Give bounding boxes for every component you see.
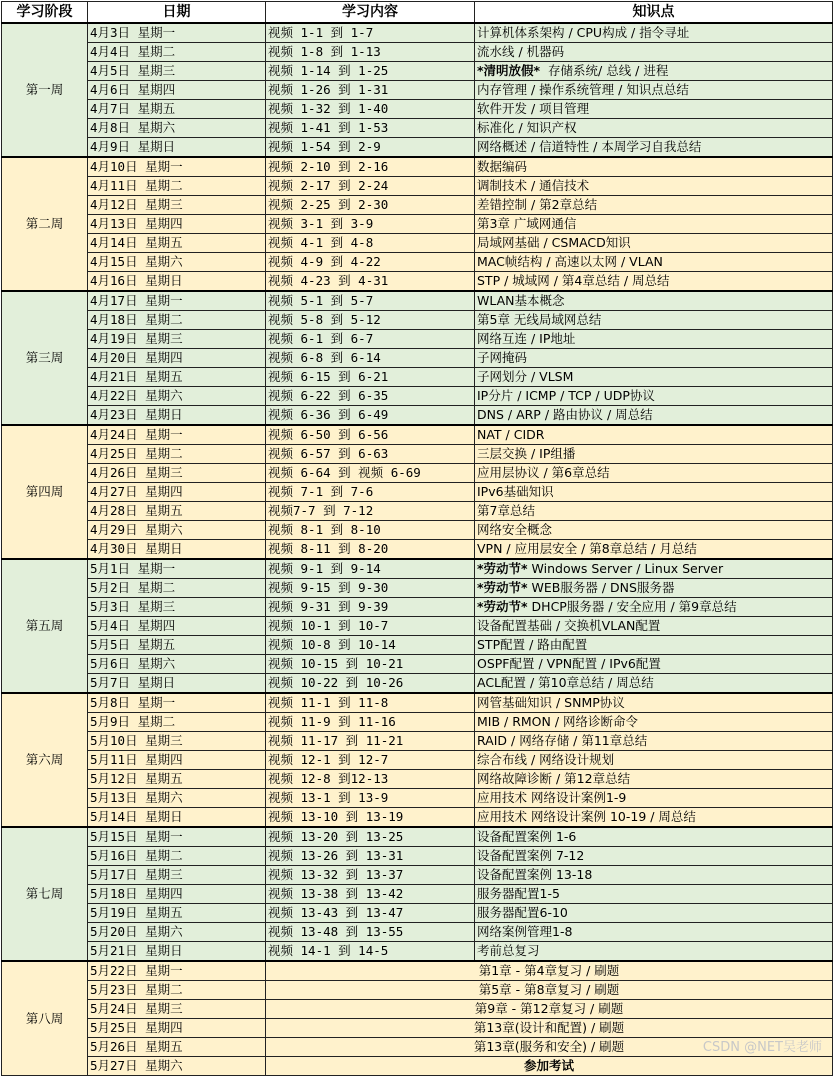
table-row: [2, 598, 833, 617]
date-cell: 5月5日 星期五: [88, 636, 266, 655]
header-topic: 知识点: [475, 2, 833, 24]
content-cell: 视频 13-43 到 13-47: [266, 904, 475, 923]
week-label: 第三周: [2, 291, 88, 425]
table-row: [2, 43, 833, 62]
date-cell: 4月24日 星期一: [88, 425, 266, 445]
topic-text: 标准化 / 知识产权: [477, 120, 577, 135]
topic-text: 流水线 / 机器码: [477, 44, 565, 59]
topic-cell: [475, 464, 833, 483]
content-cell: 视频 11-1 到 11-8: [266, 693, 475, 713]
content-cell: 视频 6-36 到 6-49: [266, 406, 475, 426]
week-label: 第八周: [2, 961, 88, 1076]
review-cell: 第13章(设计和配置) / 刷题: [266, 1019, 833, 1038]
table-row: [2, 100, 833, 119]
table-row: [2, 119, 833, 138]
content-cell: 视频 7-1 到 7-6: [266, 483, 475, 502]
table-row: [2, 942, 833, 962]
date-cell: 4月7日 星期五: [88, 100, 266, 119]
topic-cell: [475, 770, 833, 789]
table-row: [2, 732, 833, 751]
table-row: [2, 693, 833, 713]
table-row: [2, 502, 833, 521]
content-cell: 视频 14-1 到 14-5: [266, 942, 475, 962]
topic-text: 数据编码: [477, 159, 528, 174]
table-row: [2, 789, 833, 808]
topic-text: 网络案例管理1-8: [477, 924, 573, 939]
date-cell: 4月13日 星期四: [88, 215, 266, 234]
date-cell: 5月24日 星期三: [88, 1000, 266, 1019]
date-cell: 4月30日 星期日: [88, 540, 266, 560]
topic-cell: [475, 387, 833, 406]
review-cell: 第5章 - 第8章复习 / 刷题: [266, 981, 833, 1000]
content-cell: 视频7-7 到 7-12: [266, 502, 475, 521]
topic-cell: [475, 483, 833, 502]
table-row: [2, 847, 833, 866]
topic-text: 设备配置基础 / 交换机VLAN配置: [477, 618, 661, 633]
date-cell: 5月11日 星期四: [88, 751, 266, 770]
topic-text: DNS / ARP / 路由协议 / 周总结: [477, 407, 653, 422]
date-cell: 4月26日 星期三: [88, 464, 266, 483]
table-row: [2, 215, 833, 234]
table-row: [2, 770, 833, 789]
date-cell: 4月3日 星期一: [88, 23, 266, 43]
topic-cell: [475, 445, 833, 464]
content-cell: 视频 1-41 到 1-53: [266, 119, 475, 138]
content-cell: 视频 13-26 到 13-31: [266, 847, 475, 866]
topic-text: WEB服务器 / DNS服务器: [527, 580, 675, 595]
topic-text: DHCP服务器 / 安全应用 / 第9章总结: [527, 599, 737, 614]
topic-text: 网管基础知识 / SNMP协议: [477, 695, 625, 710]
topic-text: 调制技术 / 通信技术: [477, 178, 590, 193]
topic-cell: [475, 579, 833, 598]
date-cell: 5月6日 星期六: [88, 655, 266, 674]
topic-cell: [475, 43, 833, 62]
date-cell: 5月10日 星期三: [88, 732, 266, 751]
date-cell: 4月8日 星期六: [88, 119, 266, 138]
topic-text: 计算机体系架构 / CPU构成 / 指令寻址: [477, 25, 690, 40]
topic-cell: [475, 349, 833, 368]
topic-cell: [475, 942, 833, 962]
topic-cell: [475, 827, 833, 847]
table-row: [2, 138, 833, 158]
table-row: [2, 579, 833, 598]
date-cell: 5月8日 星期一: [88, 693, 266, 713]
topic-text: OSPF配置 / VPN配置 / IPv6配置: [477, 656, 661, 671]
content-cell: 视频 11-17 到 11-21: [266, 732, 475, 751]
topic-text: 网络安全概念: [477, 522, 553, 537]
table-row: [2, 808, 833, 828]
content-cell: 视频 13-48 到 13-55: [266, 923, 475, 942]
topic-text: 子网划分 / VLSM: [477, 369, 574, 384]
date-cell: 5月17日 星期三: [88, 866, 266, 885]
date-cell: 5月9日 星期二: [88, 713, 266, 732]
table-row: [2, 272, 833, 292]
topic-cell: [475, 923, 833, 942]
content-cell: 视频 6-64 到 视频 6-69: [266, 464, 475, 483]
topic-text: 服务器配置1-5: [477, 886, 560, 901]
header-row: [2, 2, 833, 24]
topic-text: 局域网基础 / CSMACD知识: [477, 235, 631, 250]
content-cell: 视频 2-25 到 2-30: [266, 196, 475, 215]
topic-cell: [475, 617, 833, 636]
header-stage: 学习阶段: [2, 2, 88, 24]
topic-cell: [475, 598, 833, 617]
date-cell: 4月11日 星期二: [88, 177, 266, 196]
topic-cell: [475, 100, 833, 119]
topic-text: 三层交换 / IP组播: [477, 446, 576, 461]
topic-text: 第5章 无线局域网总结: [477, 312, 602, 327]
date-cell: 5月21日 星期日: [88, 942, 266, 962]
topic-cell: [475, 272, 833, 292]
content-cell: 视频 4-9 到 4-22: [266, 253, 475, 272]
date-cell: 5月15日 星期一: [88, 827, 266, 847]
topic-cell: [475, 138, 833, 158]
content-cell: 视频 9-31 到 9-39: [266, 598, 475, 617]
topic-cell: [475, 751, 833, 770]
topic-cell: [475, 885, 833, 904]
table-row: [2, 617, 833, 636]
date-cell: 5月12日 星期五: [88, 770, 266, 789]
content-cell: 视频 13-32 到 13-37: [266, 866, 475, 885]
content-cell: 视频 1-26 到 1-31: [266, 81, 475, 100]
table-row: [2, 445, 833, 464]
date-cell: 4月22日 星期六: [88, 387, 266, 406]
content-cell: 视频 6-1 到 6-7: [266, 330, 475, 349]
date-cell: 5月3日 星期三: [88, 598, 266, 617]
topic-text: 设备配置案例 1-6: [477, 829, 577, 844]
holiday-label: *劳动节*: [477, 599, 528, 614]
table-row: [2, 713, 833, 732]
header-date: 日期: [88, 2, 266, 24]
date-cell: 4月23日 星期日: [88, 406, 266, 426]
topic-text: NAT / CIDR: [477, 427, 545, 442]
topic-cell: [475, 713, 833, 732]
content-cell: 视频 6-57 到 6-63: [266, 445, 475, 464]
week-label: 第六周: [2, 693, 88, 827]
table-row: [2, 253, 833, 272]
week-label: 第一周: [2, 23, 88, 157]
topic-text: MIB / RMON / 网络诊断命令: [477, 714, 639, 729]
content-cell: 视频 1-32 到 1-40: [266, 100, 475, 119]
date-cell: 5月27日 星期六: [88, 1057, 266, 1076]
table-row: [2, 981, 833, 1000]
date-cell: 4月27日 星期四: [88, 483, 266, 502]
holiday-label: *劳动节*: [477, 561, 528, 576]
content-cell: 视频 2-17 到 2-24: [266, 177, 475, 196]
date-cell: 5月18日 星期四: [88, 885, 266, 904]
table-row: [2, 1057, 833, 1076]
content-cell: 视频 13-1 到 13-9: [266, 789, 475, 808]
content-cell: 视频 5-1 到 5-7: [266, 291, 475, 311]
date-cell: 4月16日 星期日: [88, 272, 266, 292]
date-cell: 5月25日 星期四: [88, 1019, 266, 1038]
topic-cell: [475, 502, 833, 521]
date-cell: 5月13日 星期六: [88, 789, 266, 808]
content-cell: 视频 4-1 到 4-8: [266, 234, 475, 253]
review-cell: 第13章(服务和安全) / 刷题: [266, 1038, 833, 1057]
topic-cell: [475, 157, 833, 177]
topic-cell: [475, 234, 833, 253]
topic-text: VPN / 应用层安全 / 第8章总结 / 月总结: [477, 541, 697, 556]
table-row: [2, 1019, 833, 1038]
date-cell: 4月29日 星期六: [88, 521, 266, 540]
topic-text: STP / 城域网 / 第4章总结 / 周总结: [477, 273, 670, 288]
topic-text: IPv6基础知识: [477, 484, 554, 499]
topic-cell: [475, 425, 833, 445]
topic-text: 应用层协议 / 第6章总结: [477, 465, 610, 480]
content-cell: 视频 13-20 到 13-25: [266, 827, 475, 847]
topic-cell: [475, 674, 833, 694]
watermark: CSDN @NET吴老师: [702, 1040, 822, 1055]
table-row: [2, 866, 833, 885]
table-row: [2, 904, 833, 923]
week-label: 第七周: [2, 827, 88, 961]
header-content: 学习内容: [266, 2, 475, 24]
date-cell: 4月21日 星期五: [88, 368, 266, 387]
topic-cell: [475, 540, 833, 560]
topic-cell: [475, 81, 833, 100]
content-cell: 视频 1-1 到 1-7: [266, 23, 475, 43]
content-cell: 视频 6-15 到 6-21: [266, 368, 475, 387]
content-cell: 视频 10-1 到 10-7: [266, 617, 475, 636]
holiday-label: *清明放假*: [477, 63, 541, 78]
topic-text: 软件开发 / 项目管理: [477, 101, 590, 116]
week-label: 第四周: [2, 425, 88, 559]
topic-text: 网络故障诊断 / 第12章总结: [477, 771, 631, 786]
topic-text: 设备配置案例 7-12: [477, 848, 585, 863]
table-row: [2, 655, 833, 674]
topic-cell: [475, 808, 833, 828]
content-cell: 视频 2-10 到 2-16: [266, 157, 475, 177]
table-row: [2, 406, 833, 426]
content-cell: 视频 3-1 到 3-9: [266, 215, 475, 234]
table-row: [2, 177, 833, 196]
content-cell: 视频 1-14 到 1-25: [266, 62, 475, 81]
table-row: [2, 291, 833, 311]
topic-cell: [475, 215, 833, 234]
topic-text: Windows Server / Linux Server: [527, 561, 724, 576]
topic-text: IP分片 / ICMP / TCP / UDP协议: [477, 388, 655, 403]
table-row: [2, 425, 833, 445]
content-cell: 视频 5-8 到 5-12: [266, 311, 475, 330]
table-row: [2, 81, 833, 100]
topic-text: 存储系统/ 总线 / 进程: [540, 63, 669, 78]
date-cell: 4月14日 星期五: [88, 234, 266, 253]
holiday-label: *劳动节*: [477, 580, 528, 595]
table-row: [2, 196, 833, 215]
topic-cell: [475, 196, 833, 215]
topic-text: RAID / 网络存储 / 第11章总结: [477, 733, 648, 748]
topic-cell: [475, 636, 833, 655]
table-row: [2, 368, 833, 387]
date-cell: 4月10日 星期一: [88, 157, 266, 177]
table-row: [2, 330, 833, 349]
topic-cell: [475, 368, 833, 387]
review-cell: 第9章 - 第12章复习 / 刷题: [266, 1000, 833, 1019]
date-cell: 5月2日 星期二: [88, 579, 266, 598]
topic-text: ACL配置 / 第10章总结 / 周总结: [477, 675, 654, 690]
date-cell: 5月16日 星期二: [88, 847, 266, 866]
topic-cell: [475, 866, 833, 885]
content-cell: 视频 10-15 到 10-21: [266, 655, 475, 674]
content-cell: 视频 6-50 到 6-56: [266, 425, 475, 445]
table-row: [2, 1000, 833, 1019]
topic-cell: [475, 23, 833, 43]
table-row: [2, 559, 833, 579]
content-cell: 视频 12-1 到 12-7: [266, 751, 475, 770]
topic-text: 第3章 广域网通信: [477, 216, 577, 231]
date-cell: 5月14日 星期日: [88, 808, 266, 828]
topic-cell: [475, 406, 833, 426]
table-row: [2, 387, 833, 406]
content-cell: 视频 8-1 到 8-10: [266, 521, 475, 540]
topic-cell: [475, 789, 833, 808]
topic-cell: [475, 693, 833, 713]
table-row: [2, 674, 833, 694]
topic-cell: [475, 291, 833, 311]
content-cell: 视频 12-8 到12-13: [266, 770, 475, 789]
topic-text: 差错控制 / 第2章总结: [477, 197, 598, 212]
content-cell: 视频 6-22 到 6-35: [266, 387, 475, 406]
topic-cell: [475, 119, 833, 138]
study-schedule-table: [1, 1, 833, 1076]
date-cell: 4月5日 星期三: [88, 62, 266, 81]
topic-text: 综合布线 / 网络设计规划: [477, 752, 615, 767]
table-row: [2, 483, 833, 502]
date-cell: 4月19日 星期三: [88, 330, 266, 349]
topic-cell: [475, 904, 833, 923]
table-row: [2, 827, 833, 847]
table-row: [2, 464, 833, 483]
topic-text: 网络概述 / 信道特性 / 本周学习自我总结: [477, 139, 702, 154]
content-cell: 视频 1-8 到 1-13: [266, 43, 475, 62]
date-cell: 4月20日 星期四: [88, 349, 266, 368]
topic-text: 服务器配置6-10: [477, 905, 568, 920]
week-label: 第二周: [2, 157, 88, 291]
content-cell: 视频 10-8 到 10-14: [266, 636, 475, 655]
review-cell: 参加考试: [266, 1057, 833, 1076]
topic-text: MAC帧结构 / 高速以太网 / VLAN: [477, 254, 663, 269]
topic-text: STP配置 / 路由配置: [477, 637, 588, 652]
table-row: [2, 923, 833, 942]
content-cell: 视频 8-11 到 8-20: [266, 540, 475, 560]
review-cell: 第1章 - 第4章复习 / 刷题: [266, 961, 833, 981]
table-row: [2, 751, 833, 770]
date-cell: 5月7日 星期日: [88, 674, 266, 694]
content-cell: 视频 11-9 到 11-16: [266, 713, 475, 732]
topic-text: 子网掩码: [477, 350, 528, 365]
date-cell: 5月19日 星期五: [88, 904, 266, 923]
topic-cell: [475, 62, 833, 81]
topic-text: 内存管理 / 操作系统管理 / 知识点总结: [477, 82, 689, 97]
date-cell: 4月18日 星期二: [88, 311, 266, 330]
topic-text: 考前总复习: [477, 943, 540, 958]
topic-cell: [475, 253, 833, 272]
table-row: [2, 521, 833, 540]
content-cell: 视频 10-22 到 10-26: [266, 674, 475, 694]
date-cell: 4月12日 星期三: [88, 196, 266, 215]
topic-text: 网络互连 / IP地址: [477, 331, 576, 346]
table-row: [2, 885, 833, 904]
date-cell: 4月28日 星期五: [88, 502, 266, 521]
topic-cell: [475, 521, 833, 540]
table-row: [2, 157, 833, 177]
table-row: [2, 349, 833, 368]
table-row: [2, 62, 833, 81]
date-cell: 5月26日 星期五: [88, 1038, 266, 1057]
table-row: [2, 636, 833, 655]
topic-cell: [475, 559, 833, 579]
topic-text: 应用技术 网络设计案例1-9: [477, 790, 627, 805]
date-cell: 5月23日 星期二: [88, 981, 266, 1000]
schedule-body: [2, 23, 833, 1076]
date-cell: 4月25日 星期二: [88, 445, 266, 464]
date-cell: 4月6日 星期四: [88, 81, 266, 100]
table-row: [2, 540, 833, 560]
date-cell: 5月1日 星期一: [88, 559, 266, 579]
table-row: [2, 311, 833, 330]
topic-cell: [475, 311, 833, 330]
content-cell: 视频 9-15 到 9-30: [266, 579, 475, 598]
topic-text: WLAN基本概念: [477, 293, 565, 308]
date-cell: 4月4日 星期二: [88, 43, 266, 62]
table-row: [2, 23, 833, 43]
topic-text: 第7章总结: [477, 503, 535, 518]
topic-text: 设备配置案例 13-18: [477, 867, 593, 882]
content-cell: 视频 1-54 到 2-9: [266, 138, 475, 158]
date-cell: 5月20日 星期六: [88, 923, 266, 942]
topic-cell: [475, 177, 833, 196]
week-label: 第五周: [2, 559, 88, 693]
content-cell: 视频 4-23 到 4-31: [266, 272, 475, 292]
date-cell: 5月4日 星期四: [88, 617, 266, 636]
date-cell: 4月9日 星期日: [88, 138, 266, 158]
topic-cell: [475, 847, 833, 866]
date-cell: 4月17日 星期一: [88, 291, 266, 311]
topic-cell: [475, 732, 833, 751]
content-cell: 视频 13-10 到 13-19: [266, 808, 475, 828]
date-cell: 4月15日 星期六: [88, 253, 266, 272]
content-cell: 视频 9-1 到 9-14: [266, 559, 475, 579]
date-cell: 5月22日 星期一: [88, 961, 266, 981]
topic-text: 应用技术 网络设计案例 10-19 / 周总结: [477, 809, 696, 824]
content-cell: 视频 13-38 到 13-42: [266, 885, 475, 904]
table-row: [2, 234, 833, 253]
topic-cell: [475, 330, 833, 349]
content-cell: 视频 6-8 到 6-14: [266, 349, 475, 368]
table-row: [2, 961, 833, 981]
topic-cell: [475, 655, 833, 674]
